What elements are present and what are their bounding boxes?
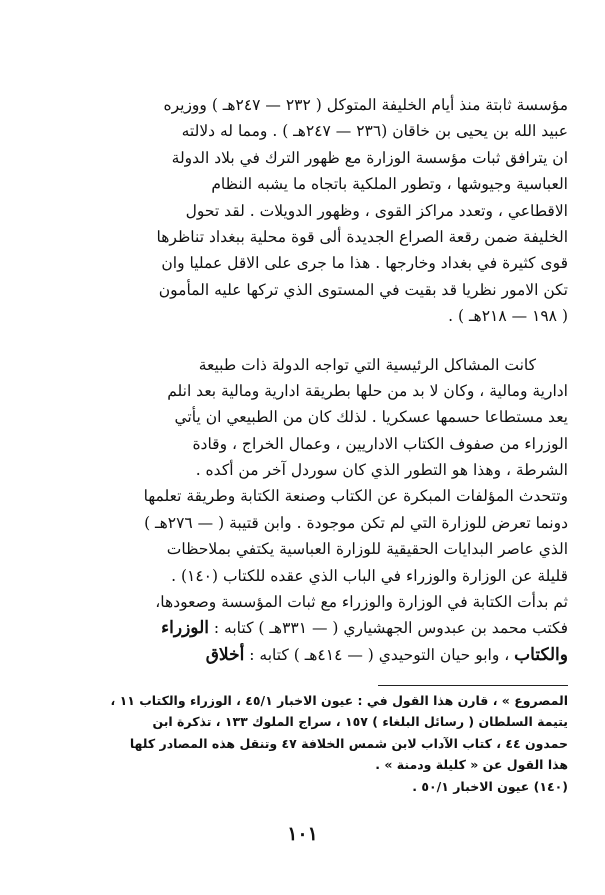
footnotes: [38, 690, 568, 797]
footnote-line: يتيمة السلطان ( رسائل البلغاء ) ١٥٧ ، سراج الملوك ١٣٣ ، تذكرة ابن: [152, 714, 568, 730]
text-line: الذي عاصر البدايات الحقيقية للوزارة العباسية يكتفي بملاحظات: [166, 540, 568, 559]
text-line: ان يترافق ثبات مؤسسة الوزارة مع ظهور الترك في بلاد الدولة: [171, 148, 568, 167]
text-line: الوزراء من صفوف الكتاب الاداريين ، وعمال الخراج ، وقادة: [192, 434, 568, 453]
text-line: تكن الامور نظريا قد بقيت في المستوى الذي تركها عليه المأمون: [158, 280, 568, 299]
text-line: ( ١٩٨ — ٢١٨هـ ) .: [448, 307, 568, 326]
book-title: الوزراء: [161, 618, 209, 639]
book-title: أخلاق: [205, 644, 245, 665]
main-text: [38, 92, 568, 668]
footnote-line: المصروع » ، قارن هذا القول في : عيون الاخبار ٤٥/١ ، الوزراء والكتاب ١١ ،: [110, 693, 568, 708]
book-title: والكتاب: [514, 644, 568, 665]
text-line: قوى كثيرة في بغداد وخارجها . هذا ما جرى على الاقل عمليا وان: [161, 254, 568, 273]
text-line: كانت المشاكل الرئيسية التي تواجه الدولة ذات طبيعة: [198, 355, 536, 374]
text-line: [38, 642, 568, 668]
footnote-divider: [378, 685, 568, 686]
text-line: العباسية وجيوشها ، وتطور الملكية باتجاه ما يشبه النظام: [211, 175, 568, 194]
page-number: ١٠١: [287, 823, 318, 845]
text-line: الخليفة ضمن رقعة الصراع الجديدة ألى قوة محلية ببغداد تناظرها: [156, 227, 568, 246]
text-line: عبيد الله بن يحيى بن خاقان (٢٣٦ — ٢٤٧هـ ) . ومما له دلالته: [181, 122, 568, 141]
text-line: دونما تعرض للوزارة التي لم تكن موجودة . وابن قتيبة ( — ٢٧٦هـ ): [144, 513, 568, 532]
text-line: قليلة عن الوزارة والوزراء في الباب الذي عقده للكتاب (١٤٠) .: [171, 566, 568, 585]
text-line: ادارية ومالية ، وكان لا بد من حلها بطريقة ادارية ومالية بعد انلم: [167, 381, 568, 400]
text-line: وتتحدث المؤلفات المبكرة عن الكتاب وصنعة الكتابة وطريقة تعلمها: [143, 487, 568, 506]
text-segment: فكتب محمد بن عبدوس الجهشياري ( — ٣٣١هـ ) كتابه :: [208, 619, 568, 638]
paragraph-2: [38, 352, 568, 669]
text-line: الشرطة ، وهذا هو التطور الذي كان سوردل آخر من أكده .: [195, 461, 568, 480]
text-line: ثم بدأت الكتابة في الوزارة والوزراء مع ثبات المؤسسة وصعودها،: [155, 593, 568, 612]
footnote-line: حمدون ٤٤ ، كتاب الآداب لابن شمس الخلافة ٤٧ وتنقل هذه المصادر كلها: [129, 735, 568, 751]
text-segment: ، وابو حيان التوحيدي ( — ٤١٤هـ ) كتابه :: [244, 645, 515, 664]
text-line: [38, 615, 568, 641]
footnote-line: (١٤٠) عيون الاخبار ٥٠/١ .: [412, 778, 568, 794]
text-line: الاقطاعي ، وتعدد مراكز القوى ، وظهور الدويلات . لقد تحول: [185, 201, 568, 220]
text-line: مؤسسة ثابتة منذ أيام الخليفة المتوكل ( ٢٣٢ — ٢٤٧هـ ) ووزيره: [163, 96, 568, 114]
text-line: يعد مستطاعا حسمها عسكريا . لذلك كان من الطبيعي ان يأتي: [174, 408, 568, 427]
footnote-line: هذا القول عن « كليلة ودمنة » .: [375, 757, 568, 773]
